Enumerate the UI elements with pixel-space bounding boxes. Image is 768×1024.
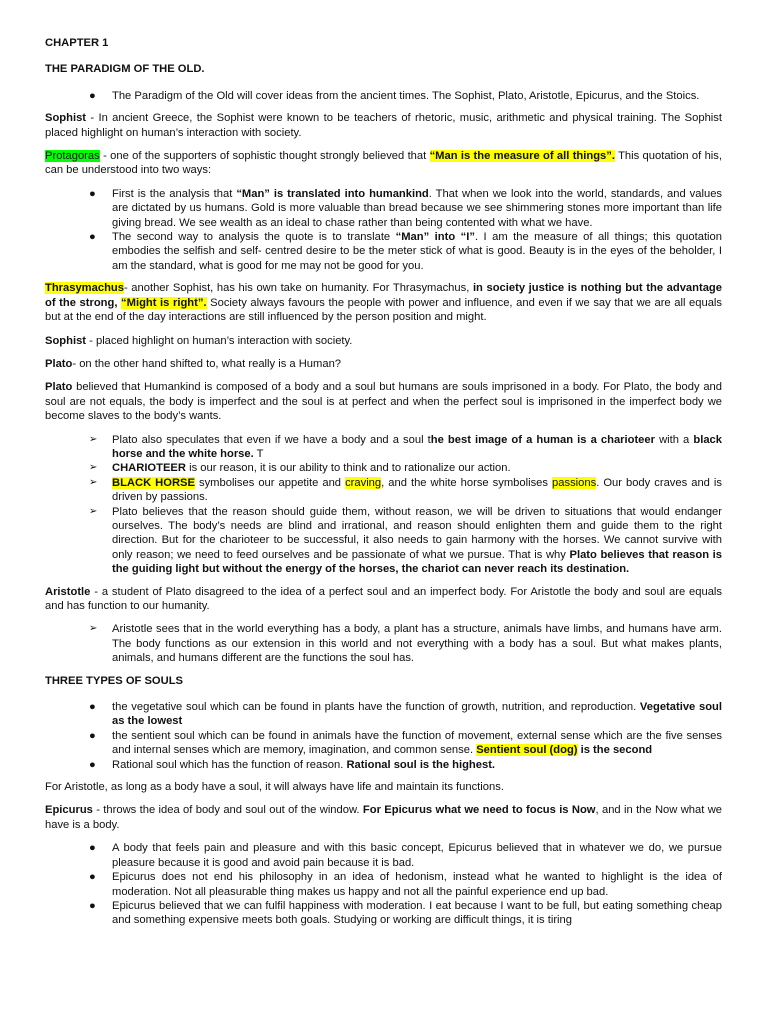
plato-intro: Plato- on the other hand shifted to, what really is a Human? (45, 357, 342, 370)
plato-paragraph: Plato believed that Humankind is composed of a body and a soul but humans are souls imprisoned in a body. For Plato, the body and soul are not equals, the body is imperfect and the soul is at perfect and when the perfect soul is imprisoned in the imperfect body we become slaves to the body’s wants. (45, 381, 722, 423)
term-highlight: craving (345, 476, 382, 489)
intro-list (45, 89, 722, 103)
list-item: ➢ CHARIOTEER is our reason, it is our ability to think and to rationalize our action. (89, 462, 511, 475)
bullet-dot-icon: ● (89, 899, 96, 912)
bullet-dot-icon: ● (89, 187, 96, 200)
chapter-title: THE PARADIGM OF THE OLD. (45, 63, 205, 76)
souls-heading: THREE TYPES OF SOULS (45, 674, 183, 687)
list-item: ➢ BLACK HORSE symbolises our appetite and craving, and the white horse symbolises passions. Our body craves and is driven by passions. (89, 476, 723, 504)
aristotle-list (45, 622, 722, 665)
list-item: ● First is the analysis that “Man” is translated into humankind. That when we look into the world, standards, and values are dictated by us humans. Gold is more valuable than bread because we see shimmering stones more important than life giving bread. We see wealth as an ideal to chase rather than being contented with what we have. (89, 187, 723, 229)
chapter-label: CHAPTER 1 (45, 37, 109, 49)
sophist-summary: Sophist - placed highlight on human’s interaction with society. (45, 334, 353, 347)
list-item: ● The second way to analysis the quote is to translate “Man” into “I”. I am the measure of all things; this quotation embodies the selfish and self- centred desire to be the meter stick of what is good. Beauty is in the eyes of the beholder, I am the standard, what is good for me may not be good for you. (89, 231, 722, 272)
bullet-dot-icon: ● (89, 729, 96, 742)
bullet-dot-icon: ● (89, 758, 96, 771)
term-highlight: Protagoras (45, 150, 100, 163)
list-item: ● the sentient soul which can be found in animals have the function of movement, external sense which are the five senses and internal senses which are memory, imagination, and common sense. Sentient soul (dog) is the second (89, 729, 722, 757)
bullet-dot-icon: ● (89, 231, 96, 244)
list-item: ● The Paradigm of the Old will cover ideas from the ancient times. The Sophist, Plato, Aristotle, Epicurus, and the Stoics. (89, 89, 700, 102)
aristotle-paragraph: Aristotle - a student of Plato disagreed to the idea of a perfect soul and an imperfect body. For Aristotle the body and soul are equals and has function to our humanity. (45, 585, 722, 612)
bullet-dot-icon: ● (89, 871, 96, 884)
arrow-bullet-icon: ➢ (89, 433, 98, 445)
list-item: ● Epicurus believed that we can fulfil happiness with moderation. I eat because I want to be full, but eating something cheap and something expensive meets both goals. Studying or working are difficult things, it is tiring (89, 899, 722, 927)
protagoras-paragraph: Protagoras - one of the supporters of sophistic thought strongly believed that “Man is the measure of all things”. This quotation of his, can be understood into two ways: (45, 150, 722, 177)
list-item: ● A body that feels pain and pleasure and with this basic concept, Epicurus believed that in whatever we do, we pursue pleasure because it is good and avoid pain because it is bad. (89, 842, 722, 869)
arrow-bullet-icon: ➢ (89, 505, 98, 517)
term-highlight: BLACK HORSE (112, 476, 195, 489)
epicurus-paragraph: Epicurus - throws the idea of body and soul out of the window. For Epicurus what we need to focus is Now, and in the Now what we have is a body. (45, 804, 722, 831)
bullet-dot-icon: ● (89, 89, 96, 102)
term-highlight: Sentient soul (dog) (476, 744, 578, 757)
arrow-bullet-icon: ➢ (89, 476, 98, 488)
plato-list (45, 433, 722, 577)
term-highlight: Thrasymachus (45, 282, 124, 295)
term: Sophist (45, 112, 87, 125)
bullet-dot-icon: ● (89, 701, 96, 714)
list-item: ➢ Plato believes that the reason should guide them, without reason, we will be driven to situations that would endanger ourselves. The body’s needs are blind and irrational, and reason should enlighten them and guide them to the right direction. But for the charioteer to be successful, it also needs to gain harmony with the horses. We cannot survive with only reason; we need to feed ourselves and be passionate of what we pursue. That is why Plato believes that reason is the guiding light but without the energy of the horses, the chariot can never reach its destination. (89, 505, 723, 576)
sophist-paragraph: Sophist - In ancient Greece, the Sophist were known to be teachers of rhetoric, music, arithmetic and physical training. The Sophist placed highlight on human’s interaction with society. (45, 112, 722, 139)
list-item: ➢ Plato also speculates that even if we have a body and a soul the best image of a human is a charioteer with a black horse and the white horse. T (89, 433, 722, 460)
quote-highlight: “Man is the measure of all things”. (429, 150, 615, 163)
protagoras-list (45, 187, 722, 273)
epicurus-list (45, 841, 722, 927)
bullet-dot-icon: ● (89, 842, 96, 855)
list-item: ● Rational soul which has the function of reason. Rational soul is the highest. (89, 758, 496, 771)
souls-list (45, 700, 722, 772)
list-item: ● the vegetative soul which can be found in plants have the function of growth, nutrition, and reproduction. Vegetative soul as the lowest (89, 701, 722, 728)
arrow-bullet-icon: ➢ (89, 462, 98, 474)
list-item: ➢ Aristotle sees that in the world everything has a body, a plant has a structure, animals have limbs, and humans have arm. The body functions as our extension in this world and not everything with a body has a soul. But what makes plants, animals, and humans different are the functions the soul has. (89, 623, 722, 665)
list-item: ● Epicurus does not end his philosophy in an idea of hedonism, instead what he wanted to highlight is the idea of moderation. Not all pleasurable thing makes us happy and not all the painful experience end up bad. (89, 871, 722, 898)
arrow-bullet-icon: ➢ (89, 623, 98, 635)
term-highlight: passions (552, 476, 597, 489)
aristotle-conclusion: For Aristotle, as long as a body have a soul, it will always have life and maintain its functions. (45, 781, 504, 794)
thrasymachus-paragraph: Thrasymachus- another Sophist, has his own take on humanity. For Thrasymachus, in society justice is nothing but the advantage of the strong, “Might is right”. Society always favours the people with power and influence, and even if we say that we are all equals but at the end of the day interactions are still influenced by the person position and might. (45, 282, 723, 324)
quote-highlight: “Might is right”. (121, 296, 207, 309)
